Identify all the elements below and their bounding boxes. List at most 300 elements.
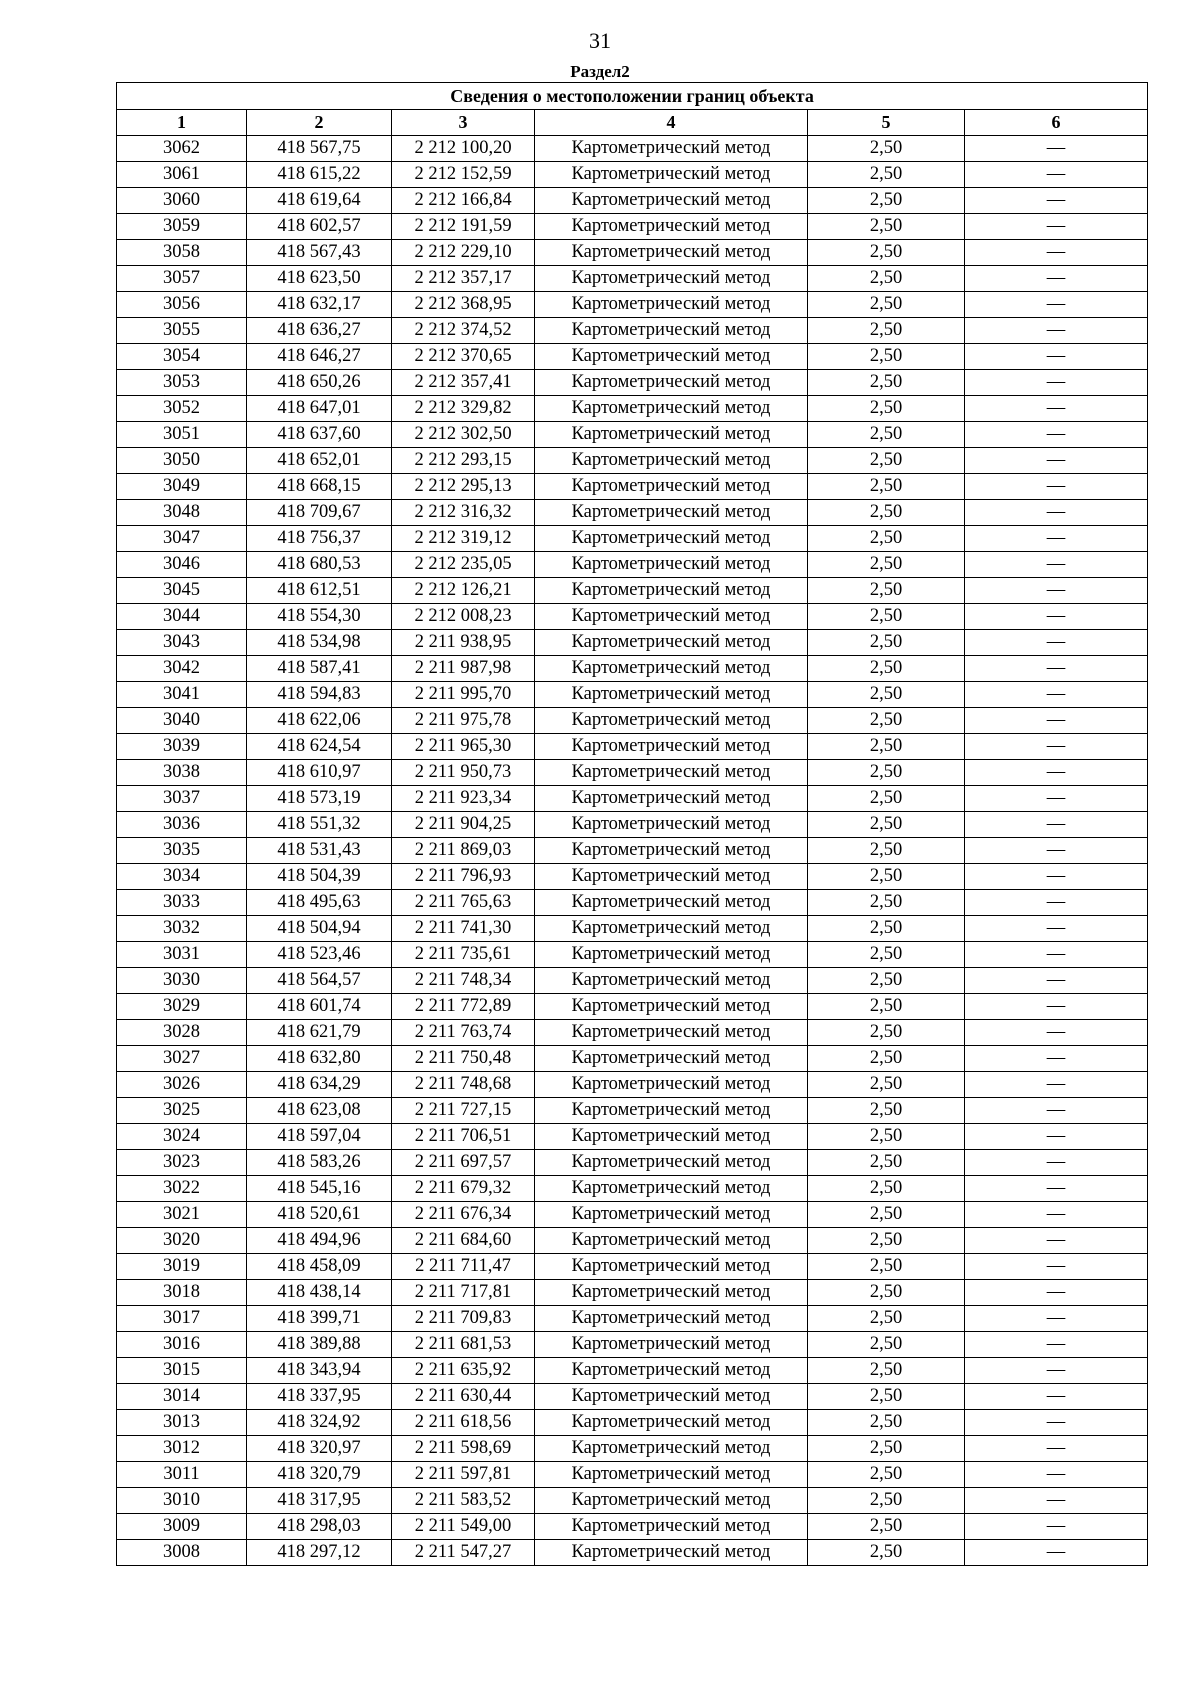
description-cell: — bbox=[965, 864, 1148, 890]
description-cell: — bbox=[965, 682, 1148, 708]
x-coordinate-cell: 418 709,67 bbox=[247, 500, 392, 526]
method-cell: Картометрический метод bbox=[535, 370, 808, 396]
y-coordinate-cell: 2 212 229,10 bbox=[392, 240, 535, 266]
x-coordinate-cell: 418 545,16 bbox=[247, 1176, 392, 1202]
point-number-cell: 3035 bbox=[117, 838, 247, 864]
method-cell: Картометрический метод bbox=[535, 1332, 808, 1358]
y-coordinate-cell: 2 212 316,32 bbox=[392, 500, 535, 526]
x-coordinate-cell: 418 438,14 bbox=[247, 1280, 392, 1306]
y-coordinate-cell: 2 211 965,30 bbox=[392, 734, 535, 760]
x-coordinate-cell: 418 636,27 bbox=[247, 318, 392, 344]
method-cell: Картометрический метод bbox=[535, 318, 808, 344]
y-coordinate-cell: 2 211 630,44 bbox=[392, 1384, 535, 1410]
x-coordinate-cell: 418 668,15 bbox=[247, 474, 392, 500]
table-row bbox=[117, 474, 1148, 500]
x-coordinate-cell: 418 551,32 bbox=[247, 812, 392, 838]
description-cell: — bbox=[965, 240, 1148, 266]
accuracy-cell: 2,50 bbox=[808, 1514, 965, 1540]
x-coordinate-cell: 418 619,64 bbox=[247, 188, 392, 214]
method-cell: Картометрический метод bbox=[535, 1488, 808, 1514]
table-row bbox=[117, 916, 1148, 942]
y-coordinate-cell: 2 211 547,27 bbox=[392, 1540, 535, 1566]
table-row bbox=[117, 968, 1148, 994]
table-body bbox=[117, 136, 1148, 1566]
x-coordinate-cell: 418 756,37 bbox=[247, 526, 392, 552]
accuracy-cell: 2,50 bbox=[808, 1306, 965, 1332]
y-coordinate-cell: 2 211 706,51 bbox=[392, 1124, 535, 1150]
method-cell: Картометрический метод bbox=[535, 1306, 808, 1332]
description-cell: — bbox=[965, 994, 1148, 1020]
table-row bbox=[117, 1306, 1148, 1332]
method-cell: Картометрический метод bbox=[535, 448, 808, 474]
x-coordinate-cell: 418 504,94 bbox=[247, 916, 392, 942]
table-row bbox=[117, 1228, 1148, 1254]
accuracy-cell: 2,50 bbox=[808, 292, 965, 318]
y-coordinate-cell: 2 211 796,93 bbox=[392, 864, 535, 890]
description-cell: — bbox=[965, 552, 1148, 578]
accuracy-cell: 2,50 bbox=[808, 396, 965, 422]
point-number-cell: 3030 bbox=[117, 968, 247, 994]
table-row bbox=[117, 994, 1148, 1020]
column-number: 5 bbox=[808, 110, 965, 136]
point-number-cell: 3051 bbox=[117, 422, 247, 448]
x-coordinate-cell: 418 587,41 bbox=[247, 656, 392, 682]
description-cell: — bbox=[965, 760, 1148, 786]
point-number-cell: 3008 bbox=[117, 1540, 247, 1566]
point-number-cell: 3037 bbox=[117, 786, 247, 812]
y-coordinate-cell: 2 212 166,84 bbox=[392, 188, 535, 214]
column-number: 2 bbox=[247, 110, 392, 136]
y-coordinate-cell: 2 211 741,30 bbox=[392, 916, 535, 942]
table-row bbox=[117, 448, 1148, 474]
description-cell: — bbox=[965, 266, 1148, 292]
point-number-cell: 3018 bbox=[117, 1280, 247, 1306]
y-coordinate-cell: 2 212 293,15 bbox=[392, 448, 535, 474]
y-coordinate-cell: 2 211 765,63 bbox=[392, 890, 535, 916]
description-cell: — bbox=[965, 786, 1148, 812]
table-row bbox=[117, 1020, 1148, 1046]
point-number-cell: 3036 bbox=[117, 812, 247, 838]
point-number-cell: 3012 bbox=[117, 1436, 247, 1462]
y-coordinate-cell: 2 211 763,74 bbox=[392, 1020, 535, 1046]
accuracy-cell: 2,50 bbox=[808, 1046, 965, 1072]
x-coordinate-cell: 418 632,17 bbox=[247, 292, 392, 318]
table-row bbox=[117, 812, 1148, 838]
y-coordinate-cell: 2 212 295,13 bbox=[392, 474, 535, 500]
x-coordinate-cell: 418 623,50 bbox=[247, 266, 392, 292]
method-cell: Картометрический метод bbox=[535, 526, 808, 552]
accuracy-cell: 2,50 bbox=[808, 968, 965, 994]
description-cell: — bbox=[965, 838, 1148, 864]
description-cell: — bbox=[965, 448, 1148, 474]
description-cell: — bbox=[965, 1384, 1148, 1410]
method-cell: Картометрический метод bbox=[535, 734, 808, 760]
method-cell: Картометрический метод bbox=[535, 1176, 808, 1202]
description-cell: — bbox=[965, 578, 1148, 604]
point-number-cell: 3010 bbox=[117, 1488, 247, 1514]
point-number-cell: 3060 bbox=[117, 188, 247, 214]
accuracy-cell: 2,50 bbox=[808, 552, 965, 578]
table-row bbox=[117, 1254, 1148, 1280]
point-number-cell: 3020 bbox=[117, 1228, 247, 1254]
accuracy-cell: 2,50 bbox=[808, 266, 965, 292]
accuracy-cell: 2,50 bbox=[808, 136, 965, 162]
point-number-cell: 3055 bbox=[117, 318, 247, 344]
description-cell: — bbox=[965, 318, 1148, 344]
accuracy-cell: 2,50 bbox=[808, 1098, 965, 1124]
y-coordinate-cell: 2 211 735,61 bbox=[392, 942, 535, 968]
y-coordinate-cell: 2 211 772,89 bbox=[392, 994, 535, 1020]
description-cell: — bbox=[965, 1436, 1148, 1462]
table-row bbox=[117, 318, 1148, 344]
x-coordinate-cell: 418 324,92 bbox=[247, 1410, 392, 1436]
y-coordinate-cell: 2 211 709,83 bbox=[392, 1306, 535, 1332]
x-coordinate-cell: 418 597,04 bbox=[247, 1124, 392, 1150]
table-row bbox=[117, 526, 1148, 552]
x-coordinate-cell: 418 573,19 bbox=[247, 786, 392, 812]
description-cell: — bbox=[965, 188, 1148, 214]
column-number: 4 bbox=[535, 110, 808, 136]
point-number-cell: 3053 bbox=[117, 370, 247, 396]
description-cell: — bbox=[965, 344, 1148, 370]
table-row bbox=[117, 1514, 1148, 1540]
column-number: 3 bbox=[392, 110, 535, 136]
point-number-cell: 3027 bbox=[117, 1046, 247, 1072]
accuracy-cell: 2,50 bbox=[808, 578, 965, 604]
point-number-cell: 3054 bbox=[117, 344, 247, 370]
y-coordinate-cell: 2 212 008,23 bbox=[392, 604, 535, 630]
method-cell: Картометрический метод bbox=[535, 786, 808, 812]
table-row bbox=[117, 552, 1148, 578]
method-cell: Картометрический метод bbox=[535, 396, 808, 422]
table-row bbox=[117, 708, 1148, 734]
description-cell: — bbox=[965, 1254, 1148, 1280]
point-number-cell: 3044 bbox=[117, 604, 247, 630]
description-cell: — bbox=[965, 1202, 1148, 1228]
method-cell: Картометрический метод bbox=[535, 266, 808, 292]
table-row bbox=[117, 1410, 1148, 1436]
table-row bbox=[117, 1358, 1148, 1384]
x-coordinate-cell: 418 637,60 bbox=[247, 422, 392, 448]
method-cell: Картометрический метод bbox=[535, 1540, 808, 1566]
description-cell: — bbox=[965, 370, 1148, 396]
point-number-cell: 3046 bbox=[117, 552, 247, 578]
point-number-cell: 3022 bbox=[117, 1176, 247, 1202]
description-cell: — bbox=[965, 1150, 1148, 1176]
table-row bbox=[117, 396, 1148, 422]
accuracy-cell: 2,50 bbox=[808, 422, 965, 448]
y-coordinate-cell: 2 211 748,34 bbox=[392, 968, 535, 994]
x-coordinate-cell: 418 567,43 bbox=[247, 240, 392, 266]
boundary-coordinates-table bbox=[116, 82, 1148, 1566]
table-row bbox=[117, 760, 1148, 786]
method-cell: Картометрический метод bbox=[535, 890, 808, 916]
point-number-cell: 3050 bbox=[117, 448, 247, 474]
x-coordinate-cell: 418 623,08 bbox=[247, 1098, 392, 1124]
table-row bbox=[117, 1280, 1148, 1306]
point-number-cell: 3031 bbox=[117, 942, 247, 968]
table-row bbox=[117, 136, 1148, 162]
description-cell: — bbox=[965, 1332, 1148, 1358]
accuracy-cell: 2,50 bbox=[808, 916, 965, 942]
accuracy-cell: 2,50 bbox=[808, 1072, 965, 1098]
y-coordinate-cell: 2 211 987,98 bbox=[392, 656, 535, 682]
column-number: 1 bbox=[117, 110, 247, 136]
accuracy-cell: 2,50 bbox=[808, 1488, 965, 1514]
method-cell: Картометрический метод bbox=[535, 240, 808, 266]
table-row bbox=[117, 1098, 1148, 1124]
point-number-cell: 3017 bbox=[117, 1306, 247, 1332]
point-number-cell: 3009 bbox=[117, 1514, 247, 1540]
table-row bbox=[117, 500, 1148, 526]
y-coordinate-cell: 2 211 618,56 bbox=[392, 1410, 535, 1436]
x-coordinate-cell: 418 624,54 bbox=[247, 734, 392, 760]
accuracy-cell: 2,50 bbox=[808, 734, 965, 760]
column-number-row bbox=[117, 110, 1148, 136]
method-cell: Картометрический метод bbox=[535, 994, 808, 1020]
table-row bbox=[117, 1202, 1148, 1228]
description-cell: — bbox=[965, 1280, 1148, 1306]
description-cell: — bbox=[965, 916, 1148, 942]
description-cell: — bbox=[965, 1098, 1148, 1124]
method-cell: Картометрический метод bbox=[535, 604, 808, 630]
table-row bbox=[117, 1384, 1148, 1410]
accuracy-cell: 2,50 bbox=[808, 162, 965, 188]
x-coordinate-cell: 418 632,80 bbox=[247, 1046, 392, 1072]
description-cell: — bbox=[965, 500, 1148, 526]
point-number-cell: 3028 bbox=[117, 1020, 247, 1046]
table-row bbox=[117, 422, 1148, 448]
description-cell: — bbox=[965, 630, 1148, 656]
description-cell: — bbox=[965, 1540, 1148, 1566]
method-cell: Картометрический метод bbox=[535, 916, 808, 942]
y-coordinate-cell: 2 211 950,73 bbox=[392, 760, 535, 786]
y-coordinate-cell: 2 211 904,25 bbox=[392, 812, 535, 838]
x-coordinate-cell: 418 567,75 bbox=[247, 136, 392, 162]
table-row bbox=[117, 578, 1148, 604]
accuracy-cell: 2,50 bbox=[808, 474, 965, 500]
y-coordinate-cell: 2 212 357,17 bbox=[392, 266, 535, 292]
y-coordinate-cell: 2 211 597,81 bbox=[392, 1462, 535, 1488]
y-coordinate-cell: 2 211 676,34 bbox=[392, 1202, 535, 1228]
accuracy-cell: 2,50 bbox=[808, 864, 965, 890]
y-coordinate-cell: 2 211 598,69 bbox=[392, 1436, 535, 1462]
x-coordinate-cell: 418 520,61 bbox=[247, 1202, 392, 1228]
accuracy-cell: 2,50 bbox=[808, 188, 965, 214]
description-cell: — bbox=[965, 526, 1148, 552]
accuracy-cell: 2,50 bbox=[808, 1410, 965, 1436]
x-coordinate-cell: 418 458,09 bbox=[247, 1254, 392, 1280]
y-coordinate-cell: 2 211 975,78 bbox=[392, 708, 535, 734]
y-coordinate-cell: 2 211 681,53 bbox=[392, 1332, 535, 1358]
table-row bbox=[117, 1436, 1148, 1462]
table-row bbox=[117, 734, 1148, 760]
point-number-cell: 3026 bbox=[117, 1072, 247, 1098]
table-row bbox=[117, 656, 1148, 682]
method-cell: Картометрический метод bbox=[535, 1150, 808, 1176]
description-cell: — bbox=[965, 396, 1148, 422]
accuracy-cell: 2,50 bbox=[808, 1020, 965, 1046]
method-cell: Картометрический метод bbox=[535, 812, 808, 838]
method-cell: Картометрический метод bbox=[535, 136, 808, 162]
table-row bbox=[117, 370, 1148, 396]
x-coordinate-cell: 418 646,27 bbox=[247, 344, 392, 370]
description-cell: — bbox=[965, 656, 1148, 682]
y-coordinate-cell: 2 211 923,34 bbox=[392, 786, 535, 812]
method-cell: Картометрический метод bbox=[535, 474, 808, 500]
y-coordinate-cell: 2 211 635,92 bbox=[392, 1358, 535, 1384]
description-cell: — bbox=[965, 1124, 1148, 1150]
method-cell: Картометрический метод bbox=[535, 1202, 808, 1228]
y-coordinate-cell: 2 211 697,57 bbox=[392, 1150, 535, 1176]
point-number-cell: 3011 bbox=[117, 1462, 247, 1488]
x-coordinate-cell: 418 650,26 bbox=[247, 370, 392, 396]
table-row bbox=[117, 1176, 1148, 1202]
accuracy-cell: 2,50 bbox=[808, 214, 965, 240]
point-number-cell: 3038 bbox=[117, 760, 247, 786]
point-number-cell: 3023 bbox=[117, 1150, 247, 1176]
x-coordinate-cell: 418 647,01 bbox=[247, 396, 392, 422]
description-cell: — bbox=[965, 292, 1148, 318]
description-cell: — bbox=[965, 1072, 1148, 1098]
method-cell: Картометрический метод bbox=[535, 578, 808, 604]
table-row bbox=[117, 214, 1148, 240]
x-coordinate-cell: 418 601,74 bbox=[247, 994, 392, 1020]
x-coordinate-cell: 418 634,29 bbox=[247, 1072, 392, 1098]
method-cell: Картометрический метод bbox=[535, 1020, 808, 1046]
x-coordinate-cell: 418 320,79 bbox=[247, 1462, 392, 1488]
description-cell: — bbox=[965, 1462, 1148, 1488]
table-row bbox=[117, 630, 1148, 656]
x-coordinate-cell: 418 298,03 bbox=[247, 1514, 392, 1540]
x-coordinate-cell: 418 320,97 bbox=[247, 1436, 392, 1462]
method-cell: Картометрический метод bbox=[535, 162, 808, 188]
accuracy-cell: 2,50 bbox=[808, 1384, 965, 1410]
accuracy-cell: 2,50 bbox=[808, 500, 965, 526]
accuracy-cell: 2,50 bbox=[808, 240, 965, 266]
method-cell: Картометрический метод bbox=[535, 1358, 808, 1384]
description-cell: — bbox=[965, 474, 1148, 500]
method-cell: Картометрический метод bbox=[535, 214, 808, 240]
x-coordinate-cell: 418 594,83 bbox=[247, 682, 392, 708]
method-cell: Картометрический метод bbox=[535, 1410, 808, 1436]
accuracy-cell: 2,50 bbox=[808, 1228, 965, 1254]
method-cell: Картометрический метод bbox=[535, 708, 808, 734]
accuracy-cell: 2,50 bbox=[808, 994, 965, 1020]
description-cell: — bbox=[965, 162, 1148, 188]
point-number-cell: 3058 bbox=[117, 240, 247, 266]
point-number-cell: 3061 bbox=[117, 162, 247, 188]
y-coordinate-cell: 2 211 717,81 bbox=[392, 1280, 535, 1306]
method-cell: Картометрический метод bbox=[535, 968, 808, 994]
column-number: 6 bbox=[965, 110, 1148, 136]
accuracy-cell: 2,50 bbox=[808, 942, 965, 968]
point-number-cell: 3021 bbox=[117, 1202, 247, 1228]
table-row bbox=[117, 942, 1148, 968]
point-number-cell: 3013 bbox=[117, 1410, 247, 1436]
table-row bbox=[117, 292, 1148, 318]
x-coordinate-cell: 418 621,79 bbox=[247, 1020, 392, 1046]
point-number-cell: 3029 bbox=[117, 994, 247, 1020]
point-number-cell: 3056 bbox=[117, 292, 247, 318]
table-row bbox=[117, 604, 1148, 630]
method-cell: Картометрический метод bbox=[535, 1072, 808, 1098]
accuracy-cell: 2,50 bbox=[808, 1540, 965, 1566]
y-coordinate-cell: 2 211 679,32 bbox=[392, 1176, 535, 1202]
description-cell: — bbox=[965, 708, 1148, 734]
method-cell: Картометрический метод bbox=[535, 422, 808, 448]
y-coordinate-cell: 2 212 126,21 bbox=[392, 578, 535, 604]
accuracy-cell: 2,50 bbox=[808, 1462, 965, 1488]
y-coordinate-cell: 2 211 684,60 bbox=[392, 1228, 535, 1254]
description-cell: — bbox=[965, 1228, 1148, 1254]
accuracy-cell: 2,50 bbox=[808, 1176, 965, 1202]
point-number-cell: 3032 bbox=[117, 916, 247, 942]
description-cell: — bbox=[965, 1358, 1148, 1384]
x-coordinate-cell: 418 494,96 bbox=[247, 1228, 392, 1254]
x-coordinate-cell: 418 297,12 bbox=[247, 1540, 392, 1566]
point-number-cell: 3016 bbox=[117, 1332, 247, 1358]
method-cell: Картометрический метод bbox=[535, 630, 808, 656]
table-row bbox=[117, 1332, 1148, 1358]
description-cell: — bbox=[965, 604, 1148, 630]
section-title: Раздел2 bbox=[570, 62, 630, 81]
description-cell: — bbox=[965, 1488, 1148, 1514]
table-row bbox=[117, 162, 1148, 188]
accuracy-cell: 2,50 bbox=[808, 760, 965, 786]
accuracy-cell: 2,50 bbox=[808, 318, 965, 344]
table-row bbox=[117, 786, 1148, 812]
table-row bbox=[117, 838, 1148, 864]
accuracy-cell: 2,50 bbox=[808, 786, 965, 812]
y-coordinate-cell: 2 212 152,59 bbox=[392, 162, 535, 188]
point-number-cell: 3048 bbox=[117, 500, 247, 526]
table-row bbox=[117, 1124, 1148, 1150]
y-coordinate-cell: 2 212 370,65 bbox=[392, 344, 535, 370]
accuracy-cell: 2,50 bbox=[808, 890, 965, 916]
x-coordinate-cell: 418 615,22 bbox=[247, 162, 392, 188]
method-cell: Картометрический метод bbox=[535, 292, 808, 318]
method-cell: Картометрический метод bbox=[535, 1514, 808, 1540]
x-coordinate-cell: 418 399,71 bbox=[247, 1306, 392, 1332]
accuracy-cell: 2,50 bbox=[808, 1332, 965, 1358]
y-coordinate-cell: 2 211 750,48 bbox=[392, 1046, 535, 1072]
description-cell: — bbox=[965, 1020, 1148, 1046]
method-cell: Картометрический метод bbox=[535, 1098, 808, 1124]
method-cell: Картометрический метод bbox=[535, 1436, 808, 1462]
y-coordinate-cell: 2 212 235,05 bbox=[392, 552, 535, 578]
accuracy-cell: 2,50 bbox=[808, 838, 965, 864]
description-cell: — bbox=[965, 942, 1148, 968]
y-coordinate-cell: 2 211 711,47 bbox=[392, 1254, 535, 1280]
table-row bbox=[117, 188, 1148, 214]
method-cell: Картометрический метод bbox=[535, 1228, 808, 1254]
y-coordinate-cell: 2 212 191,59 bbox=[392, 214, 535, 240]
y-coordinate-cell: 2 211 869,03 bbox=[392, 838, 535, 864]
table-row bbox=[117, 240, 1148, 266]
point-number-cell: 3034 bbox=[117, 864, 247, 890]
point-number-cell: 3033 bbox=[117, 890, 247, 916]
description-cell: — bbox=[965, 890, 1148, 916]
method-cell: Картометрический метод bbox=[535, 188, 808, 214]
y-coordinate-cell: 2 211 727,15 bbox=[392, 1098, 535, 1124]
y-coordinate-cell: 2 212 100,20 bbox=[392, 136, 535, 162]
description-cell: — bbox=[965, 136, 1148, 162]
description-cell: — bbox=[965, 1176, 1148, 1202]
table-row bbox=[117, 1150, 1148, 1176]
method-cell: Картометрический метод bbox=[535, 1280, 808, 1306]
point-number-cell: 3041 bbox=[117, 682, 247, 708]
